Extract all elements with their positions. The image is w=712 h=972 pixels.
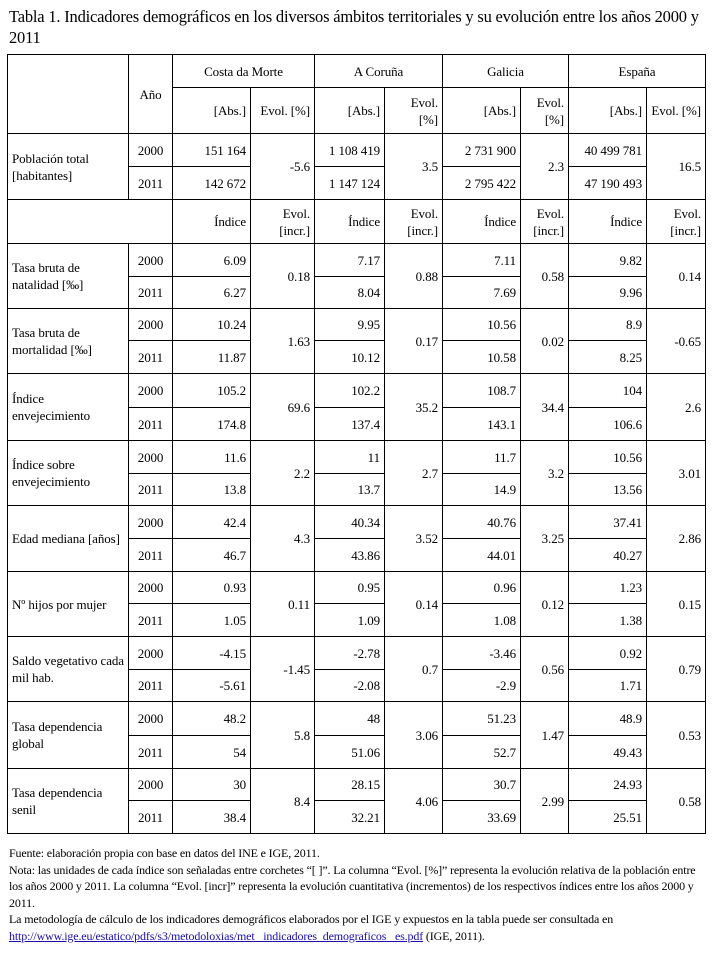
indice-value: 9.96 xyxy=(569,277,647,309)
evol-incr-header: Evol. [incr.] xyxy=(521,200,569,244)
indice-value: 52.7 xyxy=(443,736,521,769)
abs-value: 2 731 900 xyxy=(443,134,521,167)
indice-value: 0.93 xyxy=(173,572,251,604)
evol-incr-value: 8.4 xyxy=(251,769,315,834)
region-header: Galicia xyxy=(443,55,569,88)
year-cell: 2000 xyxy=(129,506,173,539)
indice-value: 13.56 xyxy=(569,474,647,506)
evol-incr-value: 0.58 xyxy=(647,769,706,834)
indicator-label: Edad mediana [años] xyxy=(8,506,129,572)
year-header: Año xyxy=(129,55,173,134)
evol-incr-header: Evol. [incr.] xyxy=(647,200,706,244)
indice-value: 7.11 xyxy=(443,244,521,277)
evol-value: -5.6 xyxy=(251,134,315,200)
region-header: A Coruña xyxy=(315,55,443,88)
evol-incr-header: Evol. [incr.] xyxy=(251,200,315,244)
evol-incr-value: 3.52 xyxy=(385,506,443,572)
evol-incr-value: 0.15 xyxy=(647,572,706,637)
indicator-row-2000 xyxy=(8,441,706,474)
header-row-regions xyxy=(8,55,706,88)
abs-value: 1 108 419 xyxy=(315,134,385,167)
indice-header: Índice xyxy=(315,200,385,244)
indice-value: 51.06 xyxy=(315,736,385,769)
indice-value: 9.95 xyxy=(315,309,385,341)
indice-value: 10.56 xyxy=(443,309,521,341)
year-cell: 2011 xyxy=(129,341,173,374)
indicator-label: Índice envejecimiento xyxy=(8,374,129,441)
year-cell: 2011 xyxy=(129,539,173,572)
indice-value: 8.04 xyxy=(315,277,385,309)
abs-value: 2 795 422 xyxy=(443,167,521,200)
abs-header: [Abs.] xyxy=(173,88,251,134)
indicator-label: Índice sobre envejecimiento xyxy=(8,441,129,506)
indice-value: 102.2 xyxy=(315,374,385,408)
indice-value: 11.87 xyxy=(173,341,251,374)
indice-value: 11.6 xyxy=(173,441,251,474)
header-blank-cell xyxy=(8,55,129,134)
evol-incr-value: 2.86 xyxy=(647,506,706,572)
poblacion-row-2000 xyxy=(8,134,706,167)
indice-value: 30 xyxy=(173,769,251,801)
abs-value: 47 190 493 xyxy=(569,167,647,200)
evol-incr-value: 0.14 xyxy=(647,244,706,309)
indice-value: 137.4 xyxy=(315,408,385,441)
indice-header: Índice xyxy=(569,200,647,244)
evol-incr-value: 0.58 xyxy=(521,244,569,309)
year-cell: 2011 xyxy=(129,408,173,441)
indice-value: -4.15 xyxy=(173,637,251,670)
evol-incr-value: 3.06 xyxy=(385,702,443,769)
evol-incr-value: -1.45 xyxy=(251,637,315,702)
evol-incr-value: 0.56 xyxy=(521,637,569,702)
indice-value: 106.6 xyxy=(569,408,647,441)
evol-incr-value: 0.14 xyxy=(385,572,443,637)
indice-value: 0.92 xyxy=(569,637,647,670)
indice-value: 7.69 xyxy=(443,277,521,309)
indice-value: 104 xyxy=(569,374,647,408)
indicator-label: Tasa bruta de mortalidad [‰] xyxy=(8,309,129,374)
indice-value: 8.25 xyxy=(569,341,647,374)
indice-value: 46.7 xyxy=(173,539,251,572)
evol-incr-value: 0.88 xyxy=(385,244,443,309)
evol-incr-value: 34.4 xyxy=(521,374,569,441)
indice-value: 6.27 xyxy=(173,277,251,309)
evol-incr-value: 0.17 xyxy=(385,309,443,374)
source-note: Fuente: elaboración propia con base en datos del INE e IGE, 2011. xyxy=(9,846,320,860)
year-cell: 2000 xyxy=(129,702,173,736)
indicator-row-2000 xyxy=(8,769,706,801)
indice-value: 1.08 xyxy=(443,604,521,637)
poblacion-label: Población total [habitantes] xyxy=(8,134,129,200)
header-row-indices xyxy=(8,200,706,244)
evol-value: 3.5 xyxy=(385,134,443,200)
indice-value: 10.12 xyxy=(315,341,385,374)
indice-value: 8.9 xyxy=(569,309,647,341)
indice-value: 48.9 xyxy=(569,702,647,736)
evol-incr-value: 3.2 xyxy=(521,441,569,506)
indice-value: 0.95 xyxy=(315,572,385,604)
indicator-label: Tasa dependencia global xyxy=(8,702,129,769)
indice-value: 43.86 xyxy=(315,539,385,572)
indice-value: 30.7 xyxy=(443,769,521,801)
indice-value: 6.09 xyxy=(173,244,251,277)
indice-value: 1.38 xyxy=(569,604,647,637)
evol-pct-header: Evol. [%] xyxy=(521,88,569,134)
indice-value: 9.82 xyxy=(569,244,647,277)
indicator-row-2000 xyxy=(8,637,706,670)
evol-incr-value: 35.2 xyxy=(385,374,443,441)
year-cell: 2000 xyxy=(129,374,173,408)
year-cell: 2011 xyxy=(129,604,173,637)
year-cell: 2011 xyxy=(129,801,173,834)
units-note: Nota: las unidades de cada índice son señaladas entre corchetes “[ ]”. La columna “Evol. [%]” representa la evolución relativa de la población entre los años 2000 y 2011. La columna “Evol. [incr]” representa la evolución cuantitativa (incrementos) de los respectivos índices entre los años 2000 y 2011. xyxy=(9,862,696,910)
indice-value: 28.15 xyxy=(315,769,385,801)
indice-value: 11.7 xyxy=(443,441,521,474)
evol-incr-value: 0.53 xyxy=(647,702,706,769)
indice-value: 10.24 xyxy=(173,309,251,341)
year-cell: 2000 xyxy=(129,769,173,801)
evol-incr-value: 3.25 xyxy=(521,506,569,572)
indice-value: 174.8 xyxy=(173,408,251,441)
indice-value: 24.93 xyxy=(569,769,647,801)
indice-header: Índice xyxy=(173,200,251,244)
indice-value: 25.51 xyxy=(569,801,647,834)
indice-value: 37.41 xyxy=(569,506,647,539)
evol-incr-value: 0.18 xyxy=(251,244,315,309)
indice-value: 33.69 xyxy=(443,801,521,834)
indice-value: 10.56 xyxy=(569,441,647,474)
indice-value: 48 xyxy=(315,702,385,736)
year-cell: 2000 xyxy=(129,244,173,277)
abs-value: 151 164 xyxy=(173,134,251,167)
table-notes xyxy=(9,845,709,944)
evol-incr-value: 4.3 xyxy=(251,506,315,572)
indice-value: 7.17 xyxy=(315,244,385,277)
abs-value: 142 672 xyxy=(173,167,251,200)
indice-value: -2.08 xyxy=(315,670,385,702)
year-cell: 2000 xyxy=(129,134,173,167)
demographics-table xyxy=(7,54,706,834)
indicator-row-2000 xyxy=(8,244,706,277)
indice-value: 1.71 xyxy=(569,670,647,702)
indice-value: 1.09 xyxy=(315,604,385,637)
evol-incr-value: 0.12 xyxy=(521,572,569,637)
evol-incr-value: 1.63 xyxy=(251,309,315,374)
abs-value: 1 147 124 xyxy=(315,167,385,200)
indice-value: 38.4 xyxy=(173,801,251,834)
indicator-row-2000 xyxy=(8,374,706,408)
region-header: Costa da Morte xyxy=(173,55,315,88)
evol-incr-value: 5.8 xyxy=(251,702,315,769)
indice-header: Índice xyxy=(443,200,521,244)
evol-incr-value: 0.11 xyxy=(251,572,315,637)
indice-value: 49.43 xyxy=(569,736,647,769)
indicator-label: Tasa dependencia senil xyxy=(8,769,129,834)
table-caption: Tabla 1. Indicadores demográficos en los diversos ámbitos territoriales y su evolución entre los años 2000 y 2011 xyxy=(9,7,699,47)
indicator-row-2000 xyxy=(8,572,706,604)
indicator-label: Nº hijos por mujer xyxy=(8,572,129,637)
indice-value: 10.58 xyxy=(443,341,521,374)
evol-incr-value: 0.79 xyxy=(647,637,706,702)
year-cell: 2011 xyxy=(129,736,173,769)
region-header: España xyxy=(569,55,706,88)
year-cell: 2000 xyxy=(129,572,173,604)
indice-value: 1.05 xyxy=(173,604,251,637)
evol-incr-value: 2.99 xyxy=(521,769,569,834)
indice-value: 42.4 xyxy=(173,506,251,539)
indice-value: -3.46 xyxy=(443,637,521,670)
evol-pct-header: Evol. [%] xyxy=(251,88,315,134)
header-blank-cell xyxy=(8,200,173,244)
indicator-label: Tasa bruta de natalidad [‰] xyxy=(8,244,129,309)
abs-header: [Abs.] xyxy=(315,88,385,134)
year-cell: 2000 xyxy=(129,637,173,670)
indice-value: 14.9 xyxy=(443,474,521,506)
indice-value: -2.9 xyxy=(443,670,521,702)
methodology-citation: (IGE, 2011). xyxy=(423,928,485,943)
indice-value: 40.27 xyxy=(569,539,647,572)
abs-value: 40 499 781 xyxy=(569,134,647,167)
indice-value: 13.7 xyxy=(315,474,385,506)
abs-header: [Abs.] xyxy=(569,88,647,134)
evol-pct-header: Evol. [%] xyxy=(647,88,706,134)
methodology-link[interactable]: http://www.ige.eu/estatico/pdfs/s3/metodoloxias/met _indicadores_demograficos _es.pdf xyxy=(9,928,424,943)
evol-pct-header: Evol. [%] xyxy=(385,88,443,134)
indice-value: 0.96 xyxy=(443,572,521,604)
indice-value: 51.23 xyxy=(443,702,521,736)
evol-value: 2.3 xyxy=(521,134,569,200)
evol-incr-value: -0.65 xyxy=(647,309,706,374)
indice-value: 11 xyxy=(315,441,385,474)
indicator-label: Saldo vegetativo cada mil hab. xyxy=(8,637,129,702)
evol-incr-value: 3.01 xyxy=(647,441,706,506)
evol-incr-value: 0.02 xyxy=(521,309,569,374)
evol-incr-header: Evol. [incr.] xyxy=(385,200,443,244)
indice-value: 143.1 xyxy=(443,408,521,441)
indice-value: 48.2 xyxy=(173,702,251,736)
year-cell: 2011 xyxy=(129,167,173,200)
year-cell: 2011 xyxy=(129,277,173,309)
indice-value: 44.01 xyxy=(443,539,521,572)
year-cell: 2000 xyxy=(129,441,173,474)
indice-value: 54 xyxy=(173,736,251,769)
evol-incr-value: 69.6 xyxy=(251,374,315,441)
indicator-row-2000 xyxy=(8,506,706,539)
evol-incr-value: 2.7 xyxy=(385,441,443,506)
methodology-note xyxy=(9,911,709,944)
indice-value: -5.61 xyxy=(173,670,251,702)
year-cell: 2000 xyxy=(129,309,173,341)
evol-incr-value: 4.06 xyxy=(385,769,443,834)
evol-incr-value: 2.6 xyxy=(647,374,706,441)
indice-value: 13.8 xyxy=(173,474,251,506)
indice-value: 40.34 xyxy=(315,506,385,539)
indice-value: 105.2 xyxy=(173,374,251,408)
indicator-row-2000 xyxy=(8,702,706,736)
evol-incr-value: 0.7 xyxy=(385,637,443,702)
evol-incr-value: 1.47 xyxy=(521,702,569,769)
indice-value: 32.21 xyxy=(315,801,385,834)
indice-value: 108.7 xyxy=(443,374,521,408)
evol-incr-value: 2.2 xyxy=(251,441,315,506)
year-cell: 2011 xyxy=(129,474,173,506)
indice-value: 40.76 xyxy=(443,506,521,539)
indice-value: 1.23 xyxy=(569,572,647,604)
year-cell: 2011 xyxy=(129,670,173,702)
indice-value: -2.78 xyxy=(315,637,385,670)
indicator-row-2000 xyxy=(8,309,706,341)
methodology-text: La metodología de cálculo de los indicadores demográficos elaborados por el IGE y expuestos en la tabla puede ser consultada en xyxy=(9,912,614,926)
evol-value: 16.5 xyxy=(647,134,706,200)
abs-header: [Abs.] xyxy=(443,88,521,134)
